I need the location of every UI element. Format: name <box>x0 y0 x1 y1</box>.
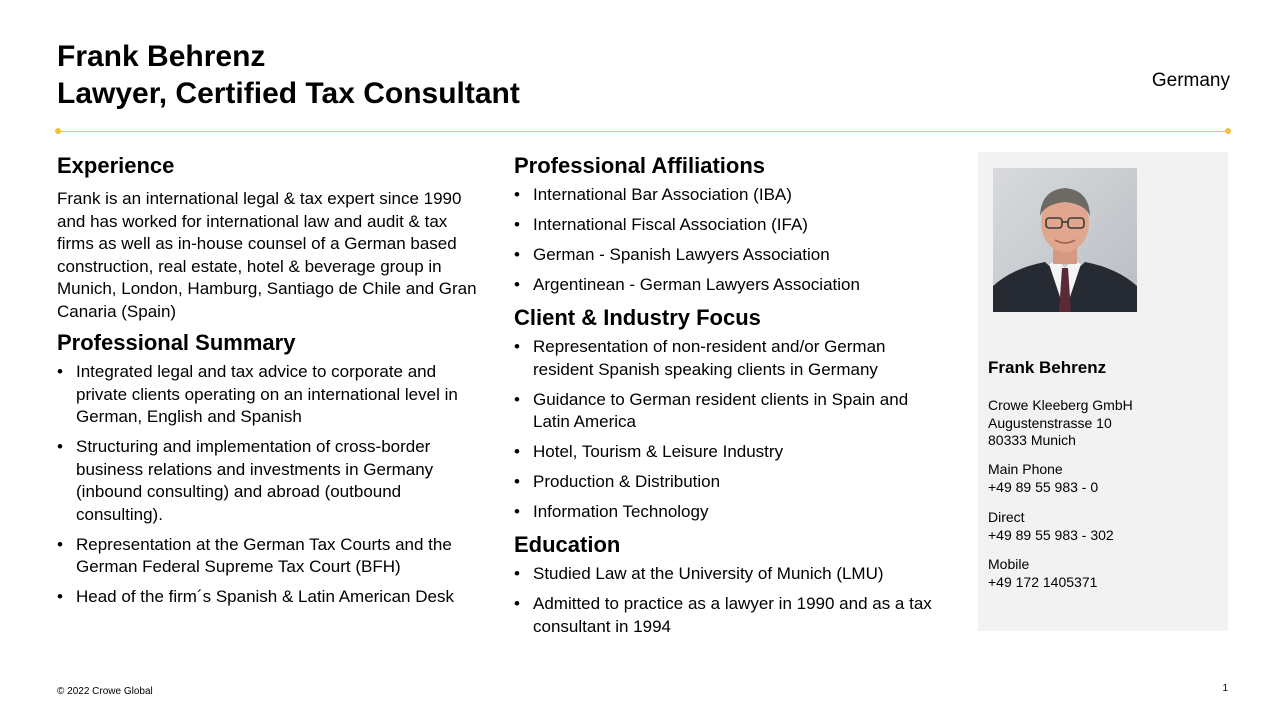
portrait-image <box>993 168 1137 312</box>
direct-phone-label: Direct <box>988 509 1025 525</box>
list-item: • Head of the firm´s Spanish & Latin American Desk <box>57 586 477 609</box>
contact-card <box>978 152 1228 631</box>
summary-heading: Professional Summary <box>57 330 296 355</box>
list-item: • Integrated legal and tax advice to corporate and private clients operating on an international level in German, English and Spanish <box>57 361 477 429</box>
list-item: • Information Technology <box>514 501 934 524</box>
list-item: • Hotel, Tourism & Leisure Industry <box>514 441 934 464</box>
header-divider <box>57 131 1229 132</box>
person-role: Lawyer, Certified Tax Consultant <box>57 77 520 110</box>
direct-phone-number: +49 89 55 983 - 302 <box>988 526 1114 543</box>
education-heading: Education <box>514 532 621 557</box>
mobile-phone-number: +49 172 1405371 <box>988 573 1098 590</box>
list-item: • Representation of non-resident and/or German resident Spanish speaking clients in Germany <box>514 336 934 381</box>
page-title <box>57 38 520 112</box>
main-phone-number: +49 89 55 983 - 0 <box>988 478 1099 495</box>
affiliations-heading: Professional Affiliations <box>514 153 766 178</box>
profile-photo <box>993 168 1137 312</box>
focus-list <box>514 336 934 524</box>
main-phone-block <box>988 461 1098 496</box>
list-item: • International Fiscal Association (IFA) <box>514 214 934 237</box>
address-block <box>988 397 1133 450</box>
middle-column <box>514 152 934 646</box>
list-item: • Production & Distribution <box>514 471 934 494</box>
summary-section <box>57 329 477 609</box>
person-name: Frank Behrenz <box>57 40 266 73</box>
summary-list <box>57 361 477 609</box>
education-section <box>514 531 934 638</box>
focus-heading: Client & Industry Focus <box>514 305 761 330</box>
focus-section <box>514 304 934 524</box>
left-column <box>57 152 477 616</box>
experience-heading: Experience <box>57 153 175 178</box>
experience-text: Frank is an international legal & tax expert since 1990 and has worked for international law and audit & tax firms as well as in-house counsel of a German based construction, real estate, hotel & beverage group in Munich, London, Hamburg, Santiago de Chile and Gran Canaria (Spain) <box>57 189 477 321</box>
list-item: • International Bar Association (IBA) <box>514 184 934 207</box>
experience-section <box>57 152 477 323</box>
card-name: Frank Behrenz <box>988 358 1107 377</box>
direct-phone-block <box>988 509 1114 544</box>
city-address: 80333 Munich <box>988 432 1076 448</box>
list-item: • Structuring and implementation of cross-border business relations and investments in Germany (inbound consulting) and abroad (outbound consulting). <box>57 436 477 526</box>
street-address: Augustenstrasse 10 <box>988 414 1112 431</box>
copyright-footer: © 2022 Crowe Global <box>57 686 153 697</box>
affiliations-list <box>514 184 934 297</box>
main-phone-label: Main Phone <box>988 461 1063 477</box>
list-item: • Argentinean - German Lawyers Association <box>514 274 934 297</box>
list-item: • Representation at the German Tax Courts and the German Federal Supreme Tax Court (BFH) <box>57 534 477 579</box>
company-name: Crowe Kleeberg GmbH <box>988 397 1133 413</box>
list-item: • Studied Law at the University of Munich (LMU) <box>514 563 934 586</box>
list-item: • German - Spanish Lawyers Association <box>514 244 934 267</box>
mobile-phone-label: Mobile <box>988 556 1030 572</box>
list-item: • Admitted to practice as a lawyer in 1990 and as a tax consultant in 1994 <box>514 593 934 638</box>
education-list <box>514 563 934 638</box>
page-number: 1 <box>1222 683 1228 694</box>
country-label: Germany <box>1151 70 1230 91</box>
affiliations-section <box>514 152 934 297</box>
mobile-phone-block <box>988 556 1097 591</box>
list-item: • Guidance to German resident clients in Spain and Latin America <box>514 389 934 434</box>
